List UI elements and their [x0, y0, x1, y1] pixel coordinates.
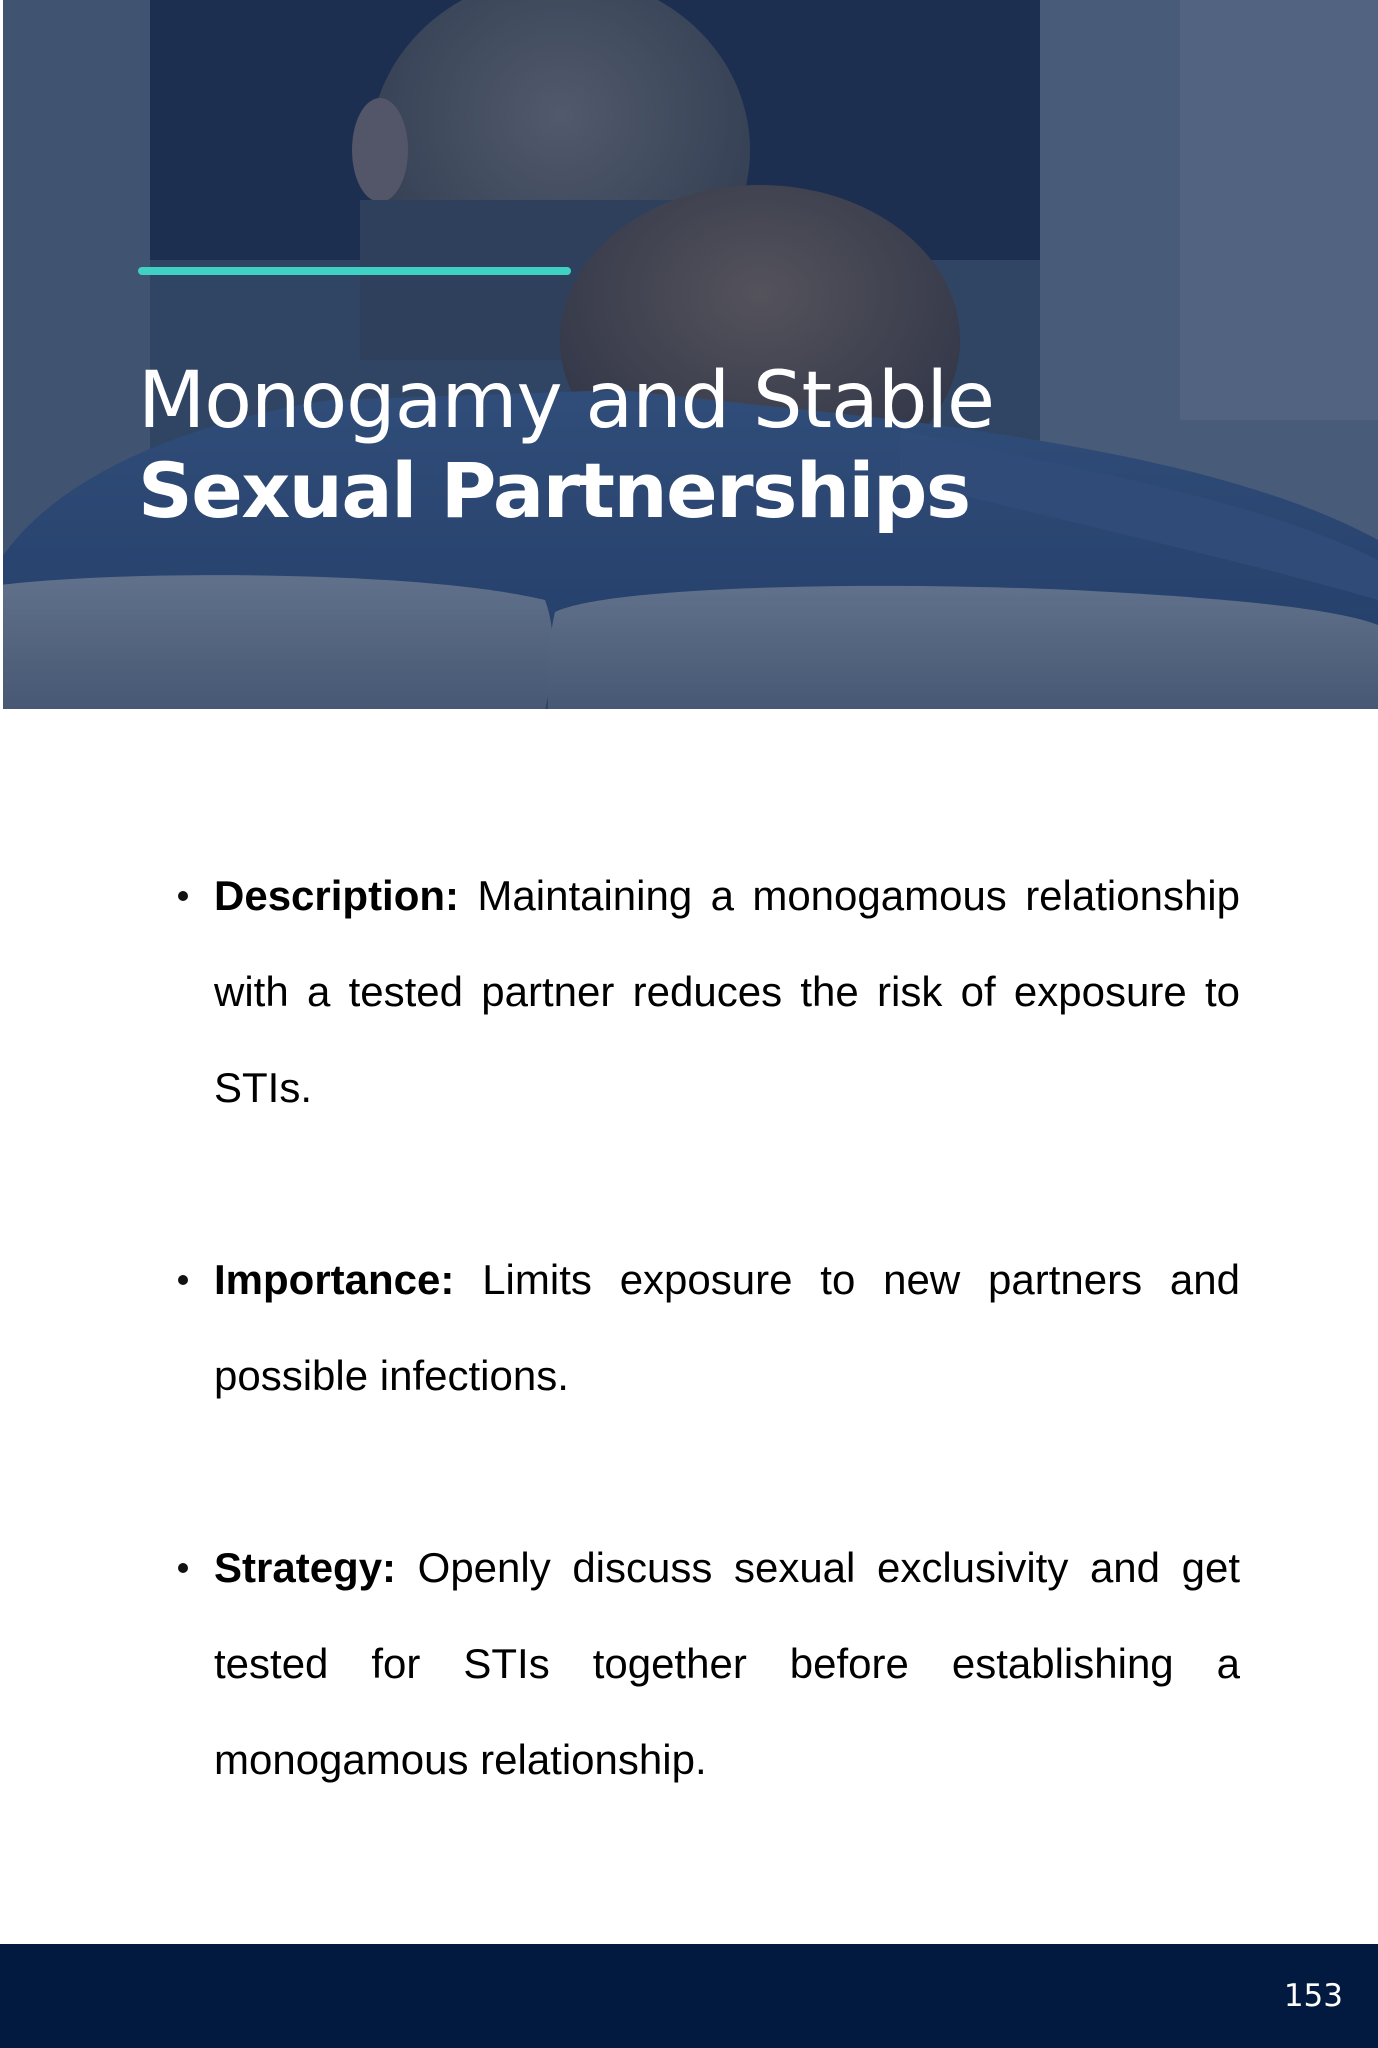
bullet-dot-icon: [178, 891, 188, 901]
bullet-dot-icon: [178, 1563, 188, 1573]
bullet-term: Strategy:: [214, 1544, 397, 1591]
bullet-term: Description:: [214, 872, 460, 919]
bullet-term: Importance:: [214, 1256, 455, 1303]
page-footer: [0, 1944, 1378, 2048]
bullet-strategy: [176, 1520, 1240, 1808]
title-line-1: Monogamy and Stable: [138, 356, 995, 446]
title-line-2: Sexual Partnerships: [138, 446, 970, 535]
bullet-list: [176, 848, 1240, 1808]
bullet-text: Maintaining a monogamous relationship with a tested partner reduces the risk of exposure to STIs.: [214, 872, 1240, 1111]
title-accent-bar: [138, 267, 571, 275]
bullet-dot-icon: [178, 1275, 188, 1285]
bullet-text: Openly discuss sexual exclusivity and get tested for STIs together before establishing a monogamous relationship.: [214, 1544, 1240, 1783]
hero-banner: [0, 0, 1378, 709]
bullet-text: Limits exposure to new partners and possible infections.: [214, 1256, 1240, 1399]
bullet-description: [176, 848, 1240, 1136]
hero-overlay: [0, 0, 1378, 709]
main-content: [176, 848, 1240, 1808]
hero-edge: [0, 0, 3, 709]
page-number: 153: [1283, 1978, 1343, 2014]
page-title: [138, 356, 994, 536]
bullet-importance: [176, 1232, 1240, 1424]
